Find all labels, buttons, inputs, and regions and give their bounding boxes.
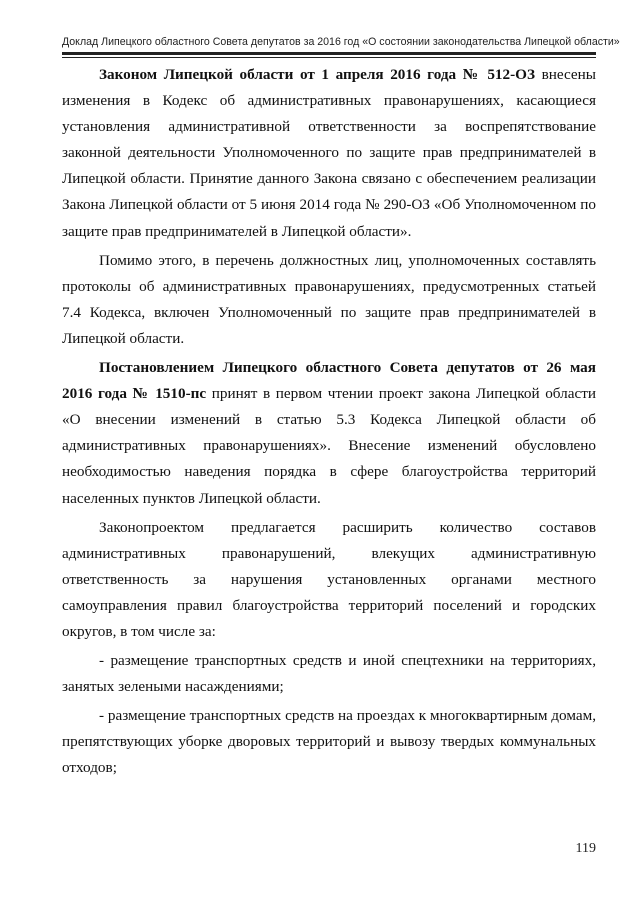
paragraph-text: - размещение транспортных средств на проездах к многоквартирным домам, препятствующих уборке дворовых территорий и вывозу твердых коммунальных отходов; — [62, 707, 596, 777]
paragraph-bold-lead: Законом Липецкой области от 1 апреля 2016 года № 512-ОЗ — [99, 66, 535, 83]
list-item-green-areas — [62, 648, 596, 700]
paragraph-text: Законопроектом предлагается расширить количество составов административных правонарушений, влекущих административную ответственность за нарушения установленных органами местного самоуправления правил благоустройства территорий поселений и городских округов, в том числе за: — [62, 518, 596, 640]
paragraph-officials-list — [62, 248, 596, 352]
list-item-driveways — [62, 703, 596, 781]
header-rule — [62, 52, 596, 58]
running-header: Доклад Липецкого областного Совета депутатов за 2016 год «О состоянии законодательства Липецкой области» — [62, 36, 620, 48]
paragraph-resolution-1510 — [62, 355, 596, 512]
page-number: 119 — [575, 841, 596, 856]
paragraph-bold-lead: Постановлением Липецкого областного Совета депутатов от 26 мая 2016 года № 1510-пс — [62, 359, 596, 403]
paragraph-text: Помимо этого, в перечень должностных лиц, уполномоченных составлять протоколы об административных правонарушениях, предусмотренных статьей 7.4 Кодекса, включен Уполномоченный по защите прав предпринимателей в Липецкой области. — [62, 251, 596, 347]
paragraph-text: - размещение транспортных средств и иной спецтехники на территориях, занятых зелеными насаждениями; — [62, 652, 596, 696]
paragraph-text: принят в первом чтении проект закона Липецкой области «О внесении изменений в статью 5.3 Кодекса Липецкой области об административных правонарушениях». Внесение изменений обусловлено необходимостью наведения порядка в сфере благоустройства территорий населенных пунктов Липецкой области. — [62, 385, 596, 507]
paragraph-law-512 — [62, 62, 596, 245]
paragraph-text: внесены изменения в Кодекс об административных правонарушениях, касающиеся установления административной ответственности за воспрепятствование законной деятельности Уполномоченного по защите прав предпринимателей в Липецкой области. Принятие данного Закона связано с обеспечением реализации Закона Липецкой области от 5 июня 2014 года № 290-ОЗ «Об Уполномоченном по защите прав предпринимателей в Липецкой области». — [62, 66, 596, 240]
document-body — [62, 62, 596, 782]
paragraph-bill-proposal — [62, 515, 596, 645]
